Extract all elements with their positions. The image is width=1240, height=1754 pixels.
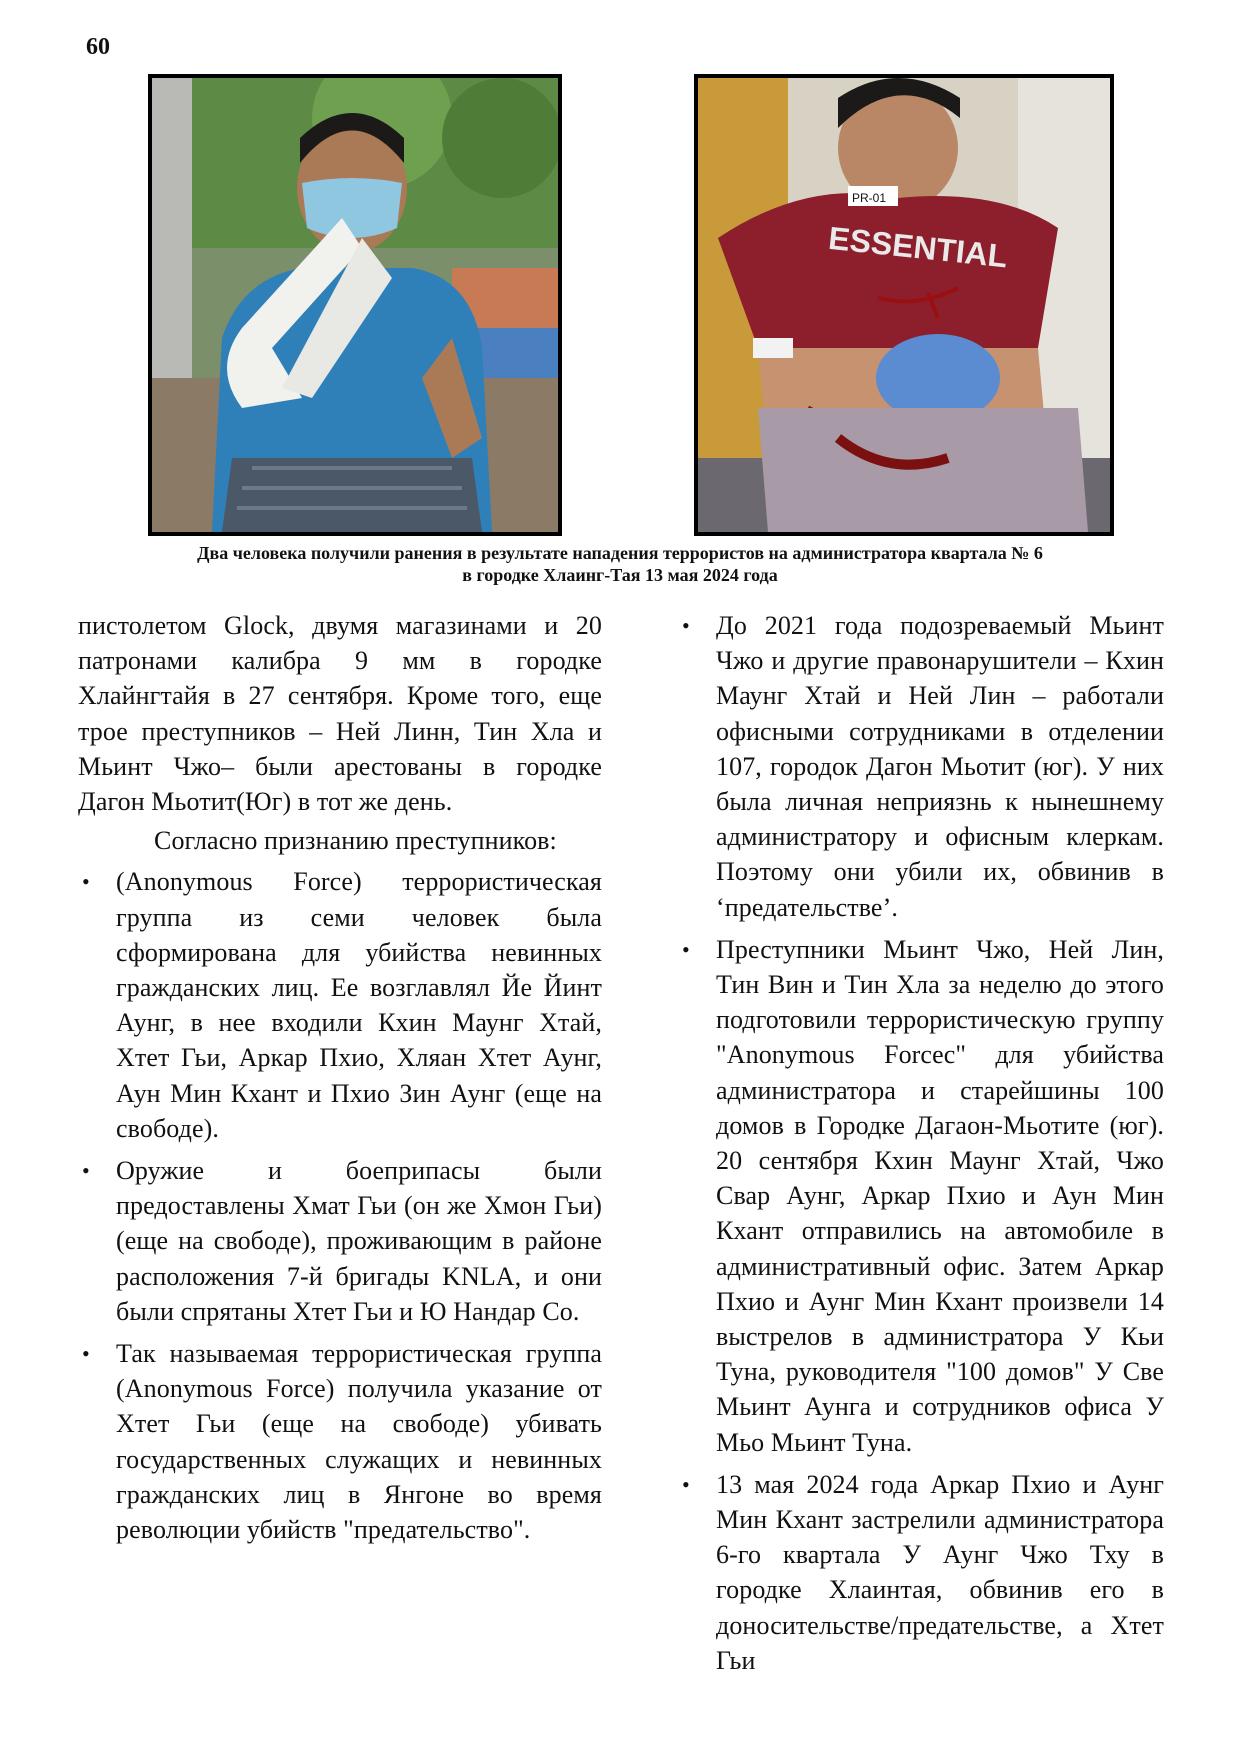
shirt-text: ESSENTIAL: [826, 219, 1010, 275]
caption-line-2: в городке Хлаинг-Тая 13 мая 2024 года: [462, 565, 778, 585]
list-item: [678, 608, 1164, 925]
left-bullet-list: [78, 864, 602, 1547]
bullet-glyph: •: [682, 613, 690, 638]
caption-line-1: Два человека получили ранения в результате нападения террористов на администратора квартала № 6: [197, 543, 1043, 563]
list-item-text: 13 мая 2024 года Аркар Пхио и Аунг Мин Кхант застрелили администратора 6-го квартала У Аунг Чжо Тху в городке Хлаинтая, обвинив его в доносительстве/предательстве, а Хтет Гьи: [716, 1469, 1164, 1675]
list-item-text: До 2021 года подозреваемый Мьинт Чжо и другие правонарушители – Кхин Маунг Хтай и Ней Лин – работали офисными сотрудниками в отделении 107, городок Дагон Мьотит (юг). У них была личная неприязнь к нынешнему администратору и офисным клеркам. Поэтому они убили их, обвинив в ‘предательстве’.: [716, 611, 1164, 922]
list-item: [678, 932, 1164, 1460]
bullet-glyph: •: [82, 1341, 90, 1367]
right-bullet-list: [678, 608, 1164, 1678]
list-item-text: Преступники Мьинт Чжо, Ней Лин, Тин Вин и Тин Хла за неделю до этого подготовили террористическую группу "Anonymous Forcec" для убийства администратора и старейшины 100 домов в Городке Дагаон-Мьотите (юг). 20 сентября Кхин Маунг Хтай, Чжо Свар Аунг, Аркар Пхио и Аун Мин Кхант отправились на автомобиле в административный офис. Затем Аркар Пхио и Аунг Мин Кхант произвели 14 выстрелов в администратора У Кьи Туна, руководителя "100 домов" У Све Мьинт Аунга и сотрудников офиса У Мьо Мьинт Туна.: [716, 934, 1164, 1457]
list-item: [78, 1153, 602, 1329]
bullet-glyph: •: [682, 1471, 690, 1497]
intro-paragraph: пистолетом Glock, двумя магазинами и 20 патронами калибра 9 мм в городке Хлайнгтайя в 27 сентября. Кроме того, еще трое преступников – Ней Линн, Тин Хла и Мьинт Чжо– были арестованы в городке Дагон Мьотит(Юг) в тот же день.: [78, 611, 602, 817]
bullet-glyph: •: [82, 1158, 90, 1184]
figure-caption: [110, 542, 1130, 586]
right-column: [678, 608, 1164, 1685]
list-item-text: (Anonymous Force) террористическая группа из семи человек была сформирована для убийства невинных гражданских лиц. Ее возглавлял Йе Йинт Аунг, в нее входили Кхин Маунг Хтай, Хтет Гьи, Аркар Пхио, Хляан Хтет Аунг, Аун Мин Кхант и Пхио Зин Аунг (еще на свободе).: [116, 867, 602, 1143]
list-item-text: Так называемая террористическая группа (Anonymous Force) получила указание от Хтет Гьи (еще на свободе) убивать государственных служащих и невинных гражданских лиц в Янгоне во время революции убийств "предательство".: [116, 1339, 602, 1545]
list-item: [78, 864, 602, 1146]
photo-man-arm-sling: [148, 74, 562, 536]
bullet-glyph: •: [682, 936, 690, 962]
photo-injured-man: [694, 74, 1114, 536]
list-item: [678, 1467, 1164, 1678]
list-item: [78, 1336, 602, 1547]
bullet-glyph: •: [82, 869, 90, 895]
shirt-tag: PR-01: [852, 191, 887, 205]
list-item-text: Оружие и боеприпасы были предоставлены Хмат Гьи (он же Хмон Гьи) (еще на свободе), проживающим в районе расположения 7-й бригады KNLA, и они были спрятаны Хтет Гьи и Ю Нандар Со.: [116, 1156, 602, 1326]
page-number: 60: [86, 34, 110, 60]
lead-paragraph: Согласно признанию преступников:: [154, 826, 557, 856]
left-column: [78, 608, 602, 1554]
